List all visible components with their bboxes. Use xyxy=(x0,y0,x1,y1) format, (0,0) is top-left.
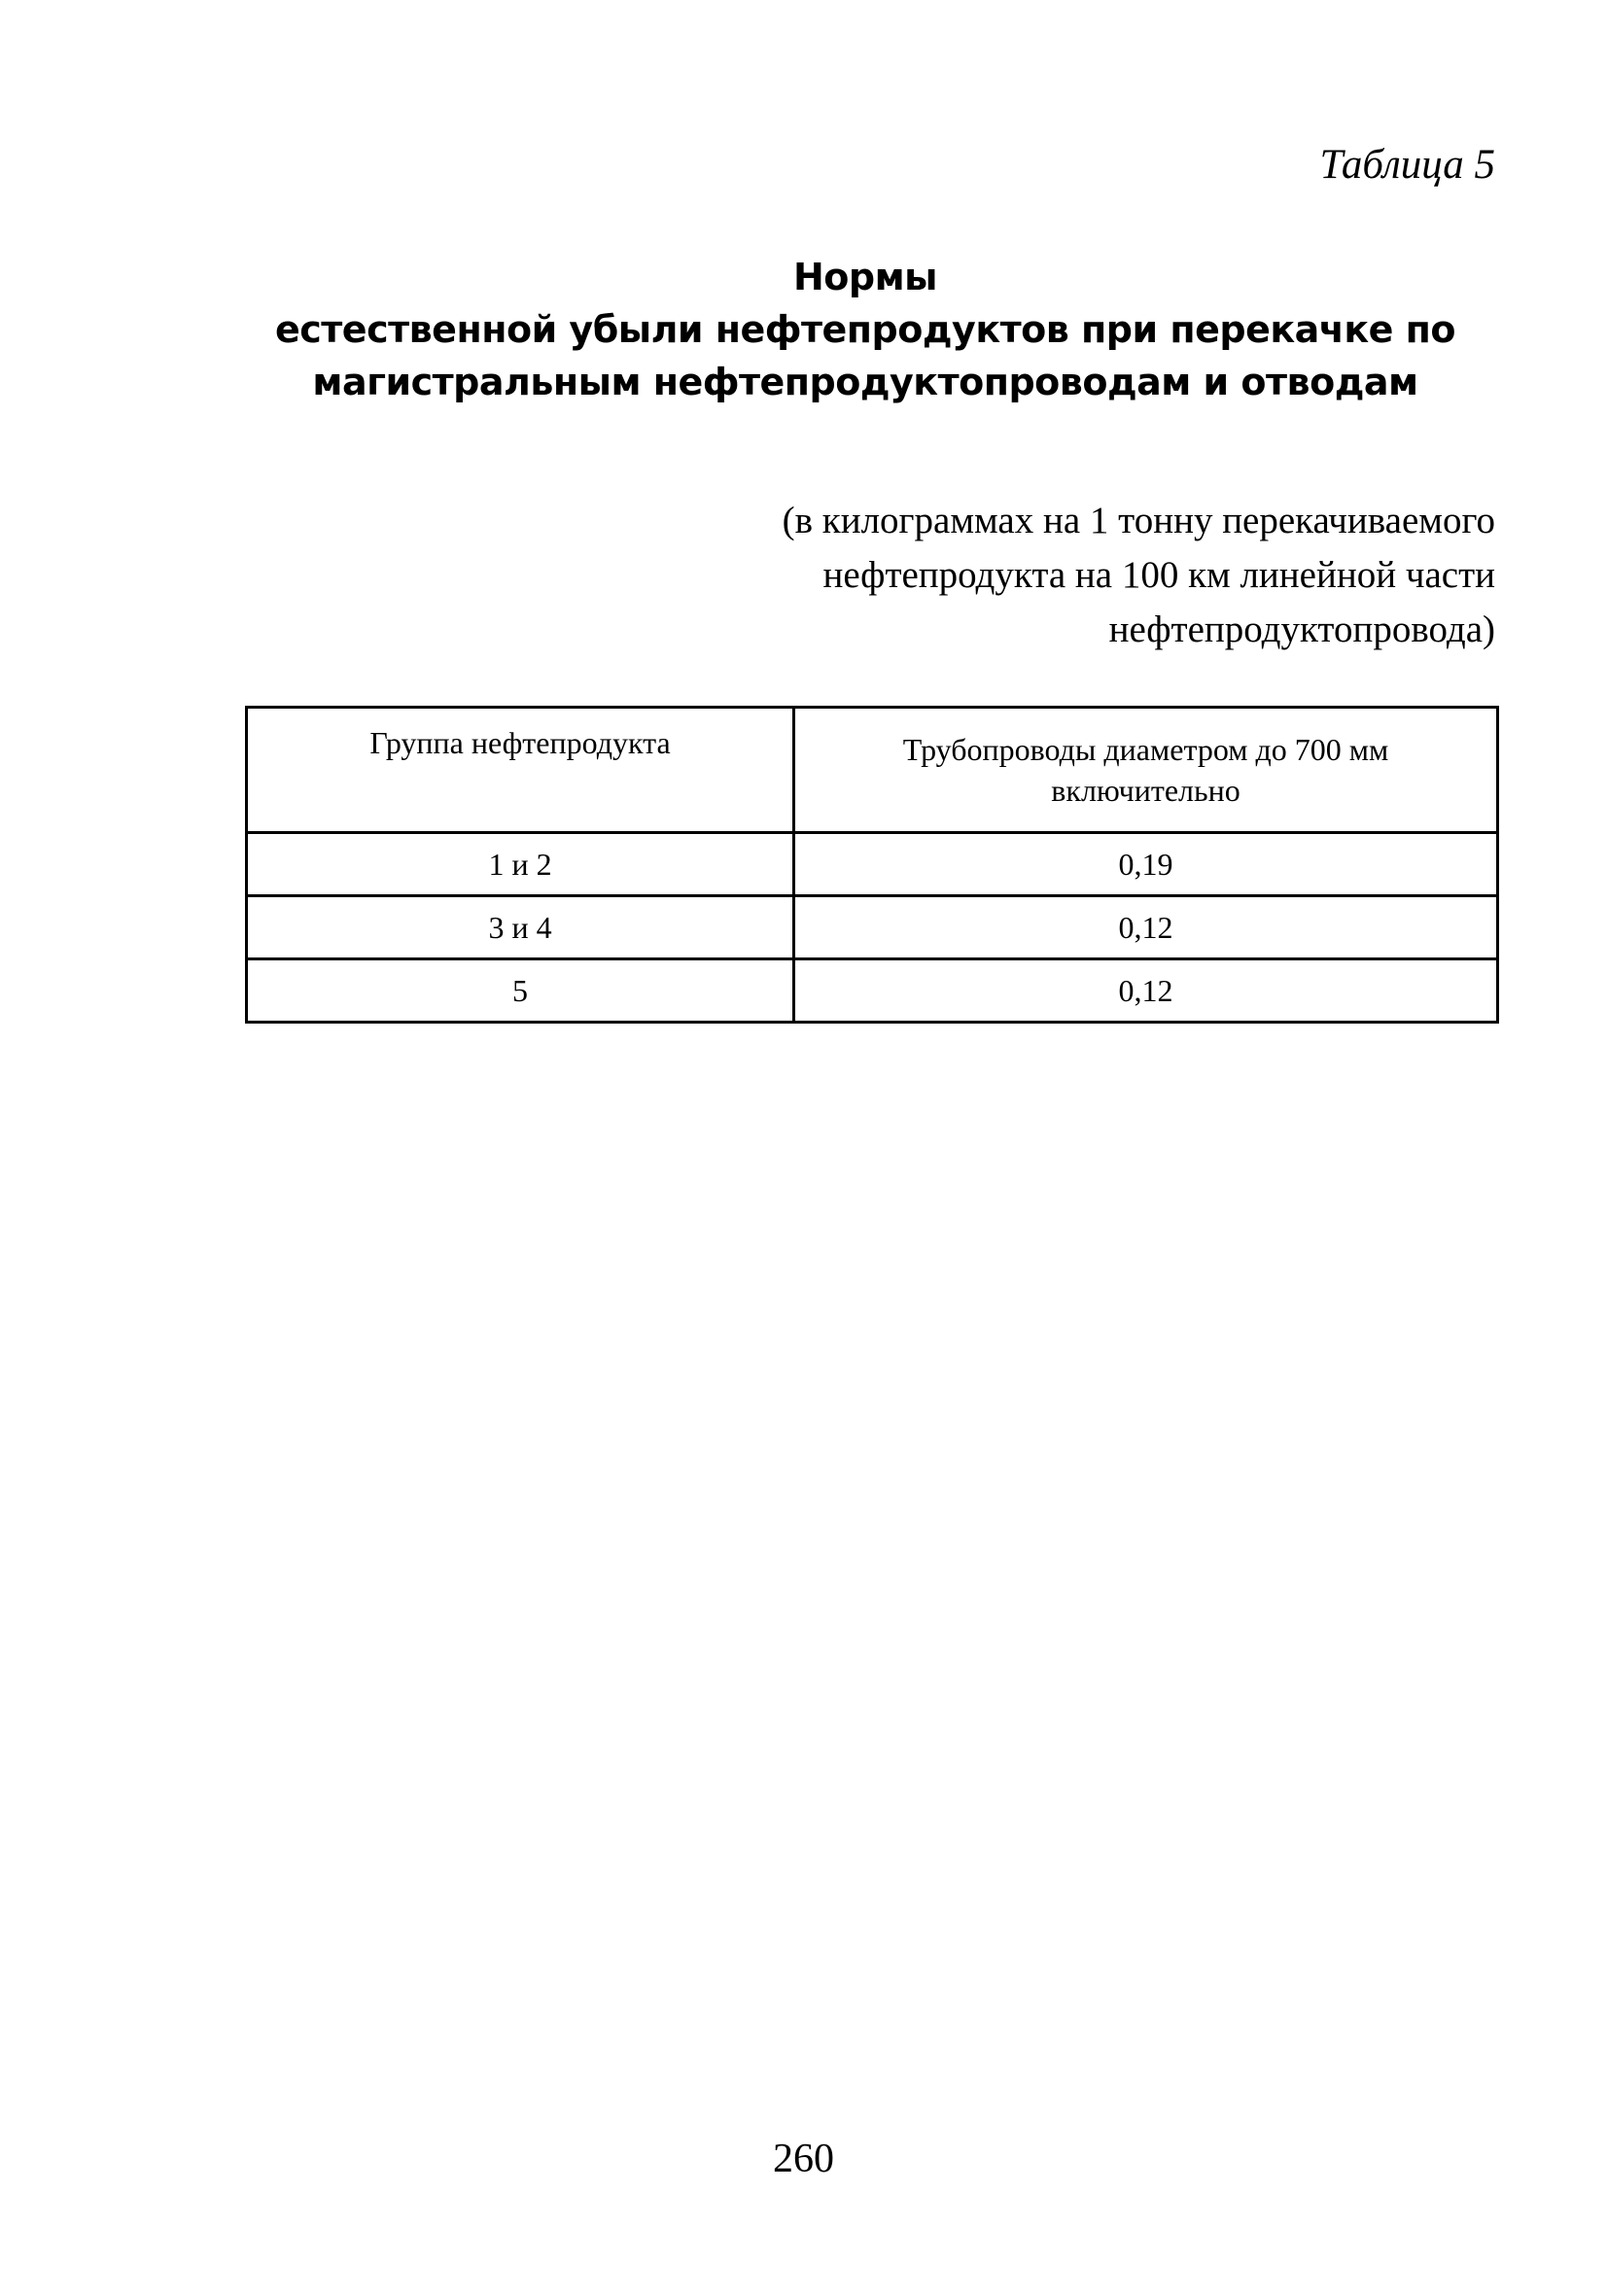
norms-table xyxy=(245,706,1499,1024)
table-row xyxy=(247,896,1498,959)
title-line: естественной убыли нефтепродуктов при перекачке по xyxy=(274,308,1456,351)
table-title xyxy=(194,251,1536,408)
table-row xyxy=(247,959,1498,1023)
cell-norm-value: 0,19 xyxy=(794,833,1498,896)
units-note xyxy=(783,494,1495,657)
table-number-label: Таблица 5 xyxy=(1319,142,1495,188)
units-line: нефтепродукта на 100 км линейной части xyxy=(822,554,1495,596)
cell-norm-value: 0,12 xyxy=(794,896,1498,959)
header-product-group: Группа нефтепродукта xyxy=(247,708,794,833)
page-number: 260 xyxy=(773,2137,834,2181)
title-line: магистральным нефтепродуктопроводам и отводам xyxy=(312,361,1418,403)
units-line: нефтепродуктопровода) xyxy=(1108,609,1495,650)
header-pipeline-diameter: Трубопроводы диаметром до 700 мм включительно xyxy=(794,708,1498,833)
cell-product-group: 5 xyxy=(247,959,794,1023)
title-line: Нормы xyxy=(792,256,938,298)
cell-product-group: 3 и 4 xyxy=(247,896,794,959)
cell-norm-value: 0,12 xyxy=(794,959,1498,1023)
table-row xyxy=(247,833,1498,896)
cell-product-group: 1 и 2 xyxy=(247,833,794,896)
table-header-row xyxy=(247,708,1498,833)
units-line: (в килограммах на 1 тонну перекачиваемого xyxy=(782,500,1495,541)
